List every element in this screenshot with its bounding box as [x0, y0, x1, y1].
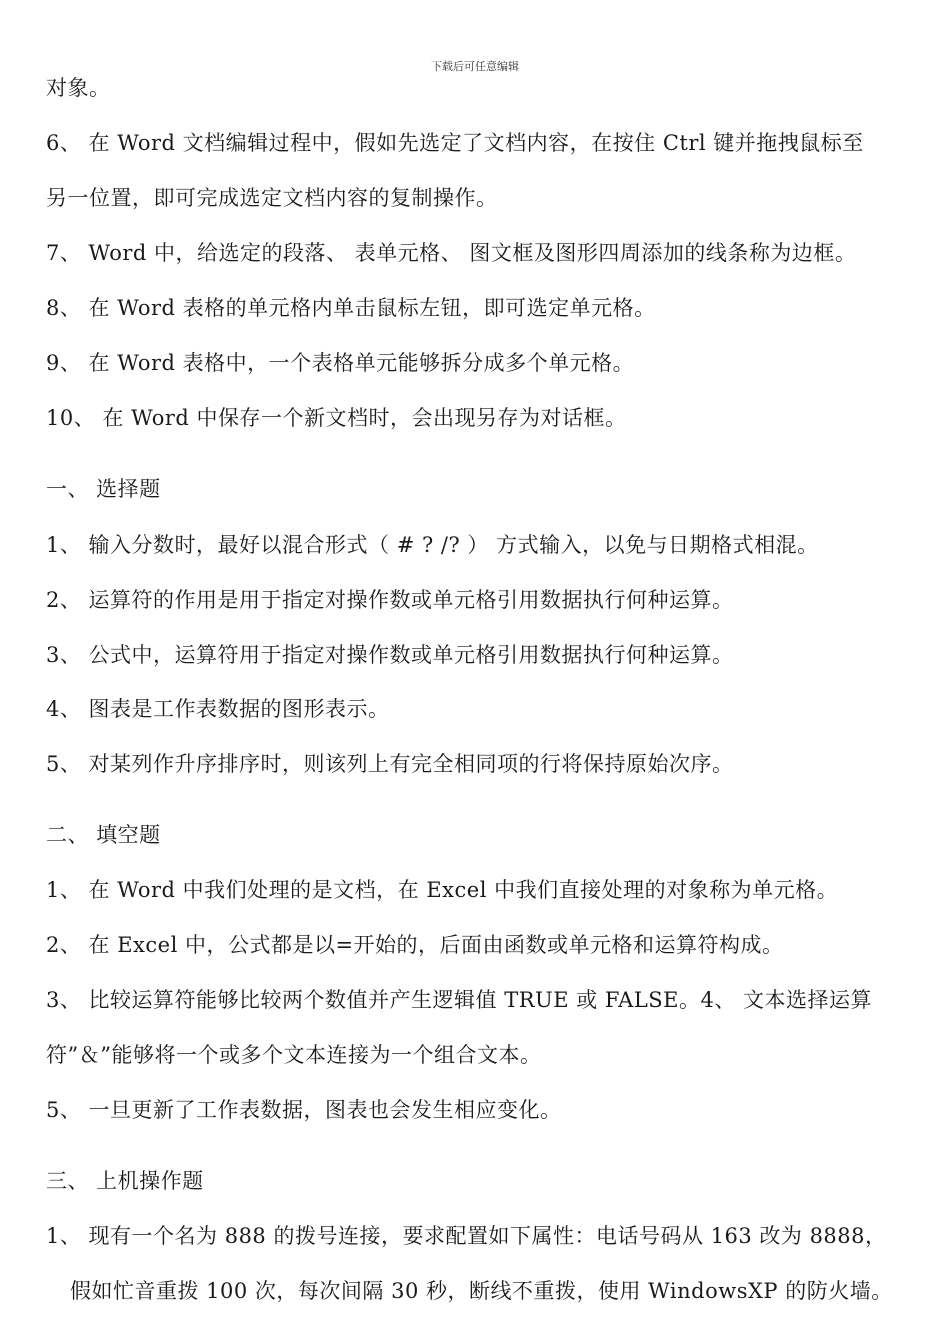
text-line: 对象。 — [46, 76, 111, 100]
page-header: 下载后可任意编辑 — [431, 60, 519, 73]
text-line: 1、 在 Word 中我们处理的是文档，在 Excel 中我们直接处理的对象称为单元格。 — [46, 878, 839, 902]
section-heading: 一、 选择题 — [46, 477, 161, 501]
text-line: 5、 对某列作升序排序时，则该列上有完全相同项的行将保持原始次序。 — [46, 752, 734, 776]
text-line: 7、 Word 中，给选定的段落、 表单元格、 图文框及图形四周添加的线条称为边框。 — [46, 241, 857, 265]
text-line: 2、 运算符的作用是用于指定对操作数或单元格引用数据执行何种运算。 — [46, 588, 734, 612]
text-line: 10、 在 Word 中保存一个新文档时，会出现另存为对话框。 — [46, 406, 627, 430]
section-heading: 二、 填空题 — [46, 823, 161, 847]
text-line: 3、 比较运算符能够比较两个数值并产生逻辑值 TRUE 或 FALSE。4、 文本选择运算 — [46, 988, 873, 1012]
text-line: 符”＆”能够将一个或多个文本连接为一个组合文本。 — [46, 1043, 542, 1067]
text-line: 8、 在 Word 表格的单元格内单击鼠标左钮，即可选定单元格。 — [46, 296, 656, 320]
text-line: 1、 输入分数时，最好以混合形式（ # ? /? ） 方式输入，以免与日期格式相混。 — [46, 533, 819, 557]
text-line: 9、 在 Word 表格中，一个表格单元能够拆分成多个单元格。 — [46, 351, 635, 375]
text-line: 3、 公式中，运算符用于指定对操作数或单元格引用数据执行何种运算。 — [46, 643, 734, 667]
text-line: 4、 图表是工作表数据的图形表示。 — [46, 697, 390, 721]
text-line: 6、 在 Word 文档编辑过程中，假如先选定了文档内容，在按住 Ctrl 键并拖拽鼠标至 — [46, 131, 864, 155]
text-line: 1、 现有一个名为 888 的拨号连接，要求配置如下属性：电话号码从 163 改为 8888， — [46, 1224, 887, 1248]
text-line: 2、 在 Excel 中，公式都是以=开始的，后面由函数或单元格和运算符构成。 — [46, 933, 784, 957]
text-line: 5、 一旦更新了工作表数据，图表也会发生相应变化。 — [46, 1098, 562, 1122]
section-heading: 三、 上机操作题 — [46, 1169, 204, 1193]
text-line: 假如忙音重拨 100 次，每次间隔 30 秒，断线不重拨，使用 WindowsXP 的防火墙。 — [70, 1279, 893, 1303]
text-line: 另一位置，即可完成选定文档内容的复制操作。 — [46, 186, 498, 210]
